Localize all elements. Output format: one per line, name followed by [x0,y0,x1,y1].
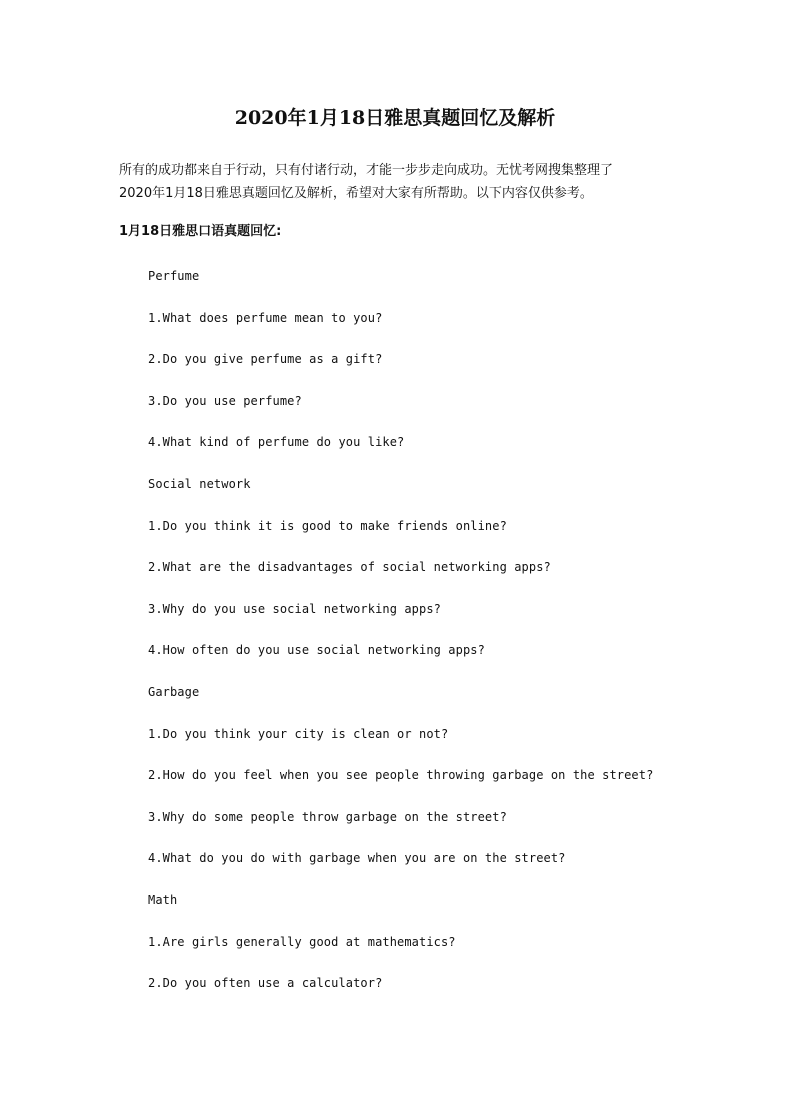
question-item: 3.Why do you use social networking apps? [148,601,441,616]
topic-heading-math: Math [148,892,178,907]
topic-heading-perfume: Perfume [148,269,200,283]
question-item: 2.Do you give perfume as a gift? [148,352,383,367]
question-list [148,266,653,1015]
intro-line-1: 所有的成功都来自于行动，只有付诸行动，才能一步步走向成功。无忧考网搜集整理了 [119,163,614,178]
question-item: 3.Why do some people throw garbage on the street? [148,809,507,824]
question-item: 2.How do you feel when you see people throwing garbage on the street? [148,768,654,783]
question-item: 4.How often do you use social networking apps? [148,643,485,658]
question-item: 4.What do you do with garbage when you are on the street? [148,851,566,866]
topic-heading-social-network: Social network [148,476,251,491]
intro-line-2: 2020年1月18日雅思真题回忆及解析，希望对大家有所帮助。以下内容仅供参考。 [119,186,593,201]
topic-heading-garbage: Garbage [148,684,200,699]
question-item: 1.Are girls generally good at mathematics? [148,934,456,949]
question-item: 3.Do you use perfume? [148,393,302,408]
question-item: 4.What kind of perfume do you like? [148,435,405,450]
question-item: 1.Do you think your city is clean or not? [148,726,449,741]
question-item: 2.Do you often use a calculator? [148,976,383,991]
intro-paragraph [119,159,679,205]
question-item: 1.What does perfume mean to you? [148,310,383,325]
section-heading: 1月18日雅思口语真题回忆: [119,224,282,239]
question-item: 1.Do you think it is good to make friends online? [148,518,507,533]
question-item: 2.What are the disadvantages of social networking apps? [148,560,551,575]
document-title: 2020年1月18日雅思真题回忆及解析 [234,107,556,129]
